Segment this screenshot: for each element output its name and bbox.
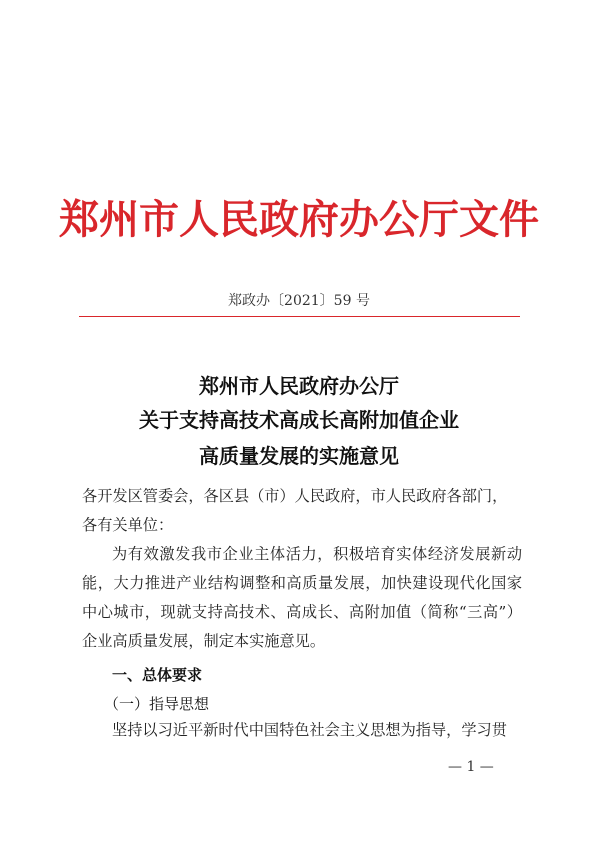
recipients-line-2: 各有关单位： <box>82 516 174 534</box>
section-heading-general-requirements: 一、总体要求 <box>112 666 203 684</box>
guiding-ideology-text: 坚持以习近平新时代中国特色社会主义思想为指导，学习贯 <box>112 721 507 739</box>
recipients-line-1: 各开发区管委会，各区县（市）人民政府，市人民政府各部门， <box>82 487 508 505</box>
document-title-line-1: 郑州市人民政府办公厅 <box>199 374 399 398</box>
document-number: 郑政办〔2021〕59 号 <box>228 293 370 309</box>
red-divider-line <box>79 316 520 317</box>
page-number: — 1 — <box>448 759 494 775</box>
intro-paragraph: 为有效激发我市企业主体活力，积极培育实体经济发展新动能，大力推进产业结构调整和高质量发展，加快建设现代化国家中心城市，现就支持高技术、高成长、高附加值（简称“三高”）企业高质量发展，制定本实施意见。 <box>82 545 522 650</box>
document-title-line-2: 关于支持高技术高成长高附加值企业 <box>139 408 459 432</box>
subsection-heading-guiding-ideology: （一）指导思想 <box>104 695 210 713</box>
document-title-line-3: 高质量发展的实施意见 <box>199 444 399 468</box>
document-issuer-header: 郑州市人民政府办公厅文件 <box>59 196 539 243</box>
